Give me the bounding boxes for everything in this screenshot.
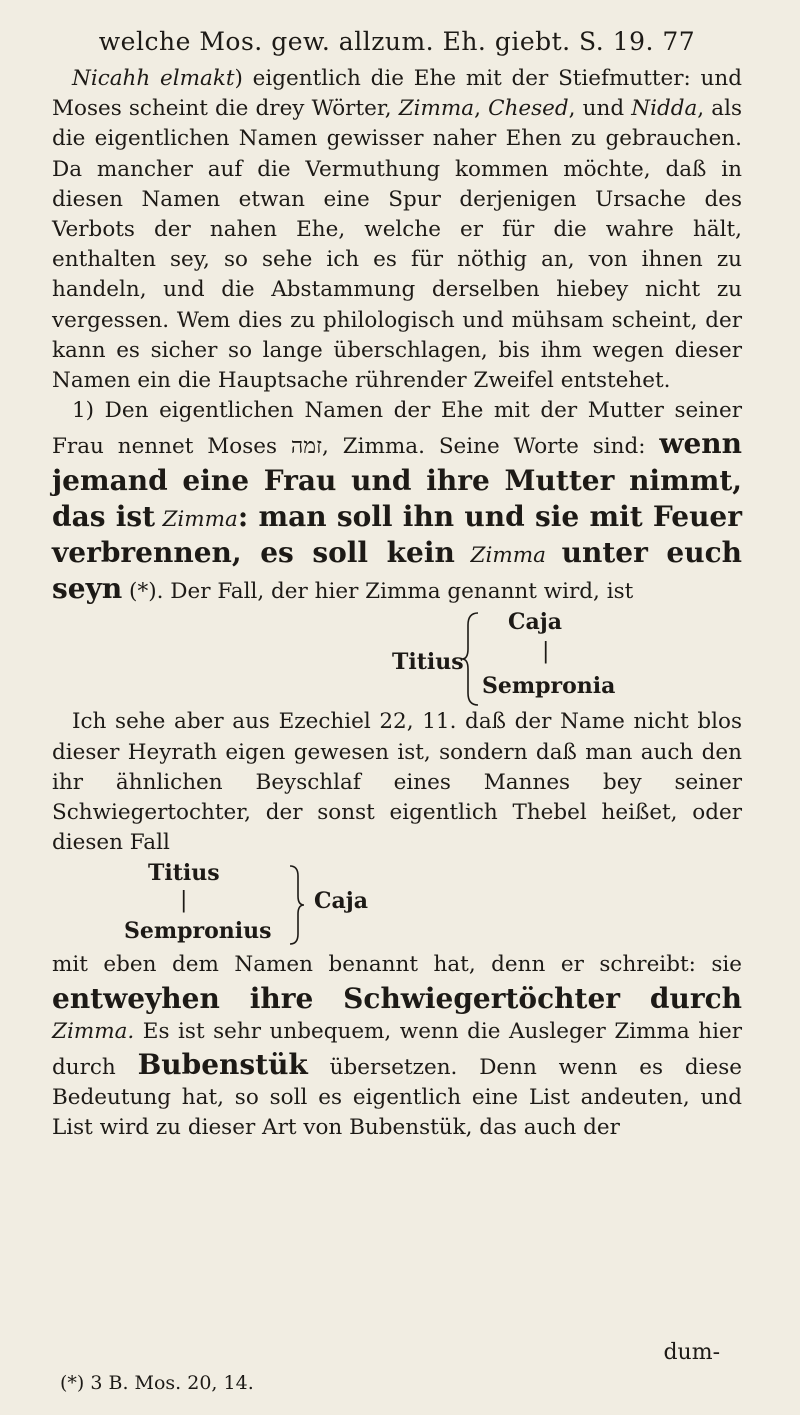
diagram-line: | <box>542 639 550 665</box>
catchword: dum- <box>663 1340 720 1365</box>
kinship-diagram-2 <box>52 858 742 950</box>
diagram2-line: | <box>180 888 188 914</box>
diagram-name-top: Caja <box>508 609 562 636</box>
paragraph-3: Ich sehe aber aus Ezechiel 22, 11. daß der Name nicht blos dieser Heyrath eigen gewesen ist, sondern daß man auch den ihr ähnlichen Beyschlaf eines Mannes bey seiner Schwiegertochter, der sonst eigentlich Thebel heißet, oder diesen Fall <box>52 709 742 856</box>
diagram2-name-bottom: Sempronius <box>124 918 272 945</box>
diagram2-name-top: Titius <box>148 860 220 887</box>
kinship-diagram-1 <box>52 607 742 707</box>
diagram-name-bottom: Sempronia <box>482 673 616 700</box>
paragraph-2: 1) Den eigentlichen Namen der Ehe mit der Mutter seiner Frau nennet Moses זמה, Zimma. Seine Worte sind: wenn jemand eine Frau und ihre Mutter nimmt, das ist Zimma: man soll ihn und sie mit Feuer verbrennen, es soll kein Zimma unter euch seyn (*). Der Fall, der hier Zimma genannt wird, ist <box>52 398 742 606</box>
diagram-name-left: Titius <box>392 649 464 676</box>
emphasized-quote: wenn jemand eine Frau und ihre Mutter nimmt, das ist <box>52 427 742 533</box>
paragraph-4: mit eben dem Namen benannt hat, denn er schreibt: sie entweyhen ihre Schwiegertöchter durch Zimma. Es ist sehr unbequem, wenn die Ausleger Zimma hier durch Bubenstük übersetzen. Denn wenn es diese Bedeutung hat, so soll es eigentlich eine List andeuten, und List wird zu dieser Art von Bubenstük, das auch der <box>52 952 742 1141</box>
footnote: (*) 3 B. Mos. 20, 14. <box>60 1372 254 1394</box>
curly-brace-icon <box>460 611 480 707</box>
diagram2-name-right: Caja <box>314 888 368 915</box>
hebrew-term: Nicahh elmakt <box>72 66 235 91</box>
running-header: welche Mos. gew. allzum. Eh. giebt. S. 19. 77 <box>98 27 696 56</box>
curly-brace-icon <box>288 864 306 946</box>
paragraph-1: Nicahh elmakt) eigentlich die Ehe mit der Stiefmutter: und Moses scheint die drey Wörter, Zimma, Chesed, und Nidda, als die eigentlichen Namen gewisser naher Ehen zu gebrauchen. Da mancher auf die Vermuthung kommen möchte, daß in diesen Namen etwan eine Spur derjenigen Ursache des Verbots der nahen Ehe, welche er für die wahre hält, enthalten sey, so sehe ich es für nöthig an, von ihnen zu handeln, und die Abstammung derselben hiebey nicht zu vergessen. Wem dies zu philologisch und mühsam scheint, der kann es sicher so lange überschlagen, bis ihm wegen dieser Namen ein die Hauptsache rührender Zweifel entstehet. <box>52 66 742 394</box>
